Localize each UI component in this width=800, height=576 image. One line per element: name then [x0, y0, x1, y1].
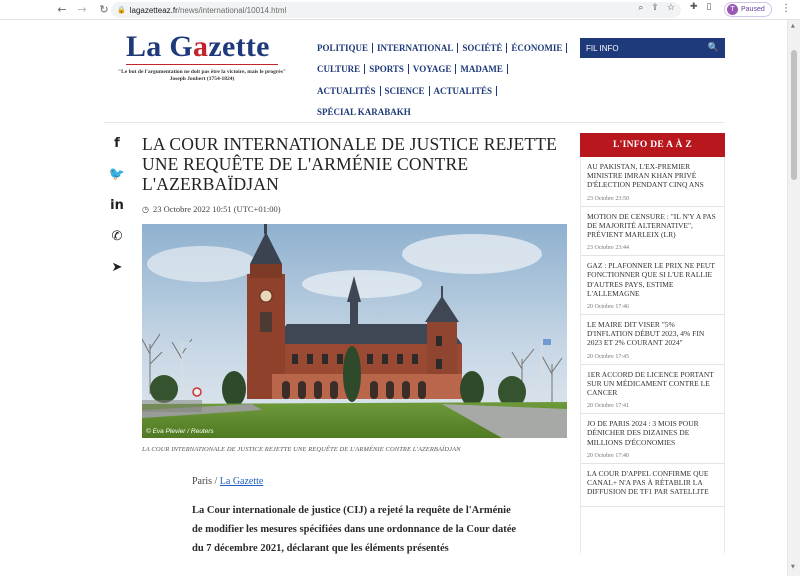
scroll-up-icon[interactable]: ▲ [791, 23, 795, 29]
list-item[interactable] [581, 207, 724, 257]
scrollbar-thumb[interactable] [791, 50, 797, 180]
logo-underline [126, 64, 278, 65]
article-date [142, 204, 281, 214]
news-date: 20 Octobre 17:41 [587, 403, 629, 410]
share-icon[interactable]: ⇪ [651, 3, 659, 13]
browser-toolbar [0, 0, 800, 20]
profile-button[interactable] [724, 2, 772, 17]
source-link[interactable]: La Gazette [219, 476, 264, 487]
news-date: 20 Octobre 17:46 [587, 304, 629, 311]
nav-international[interactable]: INTERNATIONAL [377, 43, 458, 53]
list-item[interactable] [581, 157, 724, 207]
news-title[interactable]: JO DE PARIS 2024 : 3 MOIS POUR DÉNICHER DES DIZAINES DE MILLIONS D'ÉCONOMIES [587, 419, 699, 447]
photo-caption: LA COUR INTERNATIONALE DE JUSTICE REJETTE UNE REQUÊTE DE L'ARMÉNIE CONTRE L'AZERBAÏDJAN [142, 446, 461, 453]
news-date [587, 502, 719, 506]
news-date: 23 Octobre 23:50 [587, 195, 629, 202]
scroll-down-icon[interactable]: ▼ [791, 564, 795, 570]
sidebar-icon[interactable]: ▯ [706, 2, 712, 12]
twitter-icon[interactable]: 🐦 [108, 167, 126, 182]
article-date-text: 23 Octobre 2022 10:51 (UTC+01:00) [152, 204, 281, 214]
news-feed-list[interactable] [580, 157, 725, 553]
list-item[interactable] [581, 365, 724, 415]
logo-suffix: zette [208, 30, 270, 63]
nav-culture[interactable]: CULTURE [317, 64, 365, 74]
logo-z: a [193, 30, 209, 63]
whatsapp-icon[interactable]: ✆ [111, 229, 123, 244]
nav-economie[interactable]: ÉCONOMIE [511, 43, 567, 53]
dateline-city: Paris / [192, 476, 220, 487]
list-item[interactable] [581, 256, 724, 315]
news-title[interactable]: GAZ : PLAFONNER LE PRIX NE PEUT FONCTIONNER QUE SI L'UE RALLIE D'AUTRES PAYS, ESTIME L'ALLEMAGNE [587, 261, 715, 298]
nav-actualites[interactable]: ACTUALITÉS [317, 86, 381, 96]
nav-row-1 [317, 37, 572, 59]
nav-row-4 [317, 102, 572, 124]
nav-politique[interactable]: POLITIQUE [317, 43, 373, 53]
tagline-author: Joseph Joubert (1754-1824) [169, 76, 235, 82]
linkedin-icon[interactable]: in [110, 198, 124, 213]
address-bar[interactable] [111, 2, 681, 18]
article-photo [142, 224, 567, 438]
nav-science[interactable]: SCIENCE [385, 86, 430, 96]
extensions-icon[interactable]: ✚ [690, 2, 698, 12]
logo-prefix: La G [126, 30, 194, 63]
article-body: La Cour internationale de justice (CIJ) a rejeté la requête de l'Arménie de modifier les mesures spécifiées dans une ordonnance de la Cour datée du 7 décembre 2021, déclarant que les éléments présentés [192, 505, 517, 554]
telegram-icon[interactable]: ➤ [111, 260, 123, 275]
nav-madame[interactable]: MADAME [460, 64, 508, 74]
lock-icon[interactable]: 🔒 [117, 6, 126, 14]
peace-palace-image [142, 224, 567, 438]
nav-sports[interactable]: SPORTS [369, 64, 409, 74]
photo-credit: © Eva Plevier / Reuters [146, 428, 214, 435]
facebook-icon[interactable]: f [114, 136, 120, 151]
news-title[interactable]: LA COUR D'APPEL CONFIRME QUE CANAL+ N'A PAS À RÉTABLIR LA DIFFUSION DE TF1 PAR SATELLITE [587, 468, 709, 497]
tagline-quote: "Le but de l'argumentation ne doit pas être la victoire, mais le progrès" [118, 69, 286, 75]
nav-actualites-2[interactable]: ACTUALITÉS [434, 86, 498, 96]
header-divider [104, 122, 724, 123]
url-domain: lagazetteaz.fr [129, 5, 178, 15]
nav-special-karabakh[interactable]: SPÉCIAL KARABAKH [317, 107, 411, 118]
news-date: 20 Octobre 17:40 [587, 452, 629, 459]
back-icon[interactable]: ← [57, 3, 67, 16]
main-navigation [317, 37, 572, 123]
list-item[interactable] [581, 315, 724, 365]
news-title[interactable]: LE MAIRE DIT VISER "5% D'INFLATION DÉBUT 2023, 4% FIN 2023 ET 2% COURANT 2024" [587, 320, 705, 348]
star-icon[interactable]: ☆ [666, 3, 675, 13]
news-title[interactable]: AU PAKISTAN, L'EX-PREMIER MINISTRE IMRAN KHAN PRIVÉ D'ÉLECTION PENDANT CINQ ANS [587, 162, 704, 190]
news-title[interactable]: MOTION DE CENSURE : "IL N'Y A PAS DE MAJORITÉ ALTERNATIVE", PRÉVIENT MARLEIX (LR) [587, 211, 716, 240]
news-date: 23 Octobre 23:44 [587, 245, 629, 252]
search-icon[interactable]: ⌕ [638, 3, 644, 13]
sidebar-heading: L'INFO DE A À Z [580, 133, 725, 157]
nav-voyage[interactable]: VOYAGE [413, 64, 457, 74]
fil-info-label: FIL INFO [586, 43, 619, 53]
article-dateline [192, 476, 263, 487]
clock-icon: ◷ [142, 204, 149, 214]
nav-row-2 [317, 59, 572, 81]
nav-societe[interactable]: SOCIÉTÉ [462, 43, 507, 53]
menu-icon[interactable]: ⋮ [781, 3, 791, 14]
url-path: /news/international/10014.html [177, 5, 287, 15]
profile-label: Paused [741, 6, 765, 13]
list-item[interactable] [581, 464, 724, 508]
tagline [112, 69, 292, 83]
news-date: 20 Octobre 17:45 [587, 353, 629, 360]
fil-info-search[interactable] [580, 38, 725, 58]
avatar: T [727, 4, 738, 15]
article-title: LA COUR INTERNATIONALE DE JUSTICE REJETTE UNE REQUÊTE DE L'ARMÉNIE CONTRE L'AZERBAÏDJAN [142, 134, 558, 194]
nav-row-3 [317, 80, 572, 102]
forward-icon[interactable]: → [77, 3, 87, 16]
social-share-bar [108, 136, 126, 291]
list-item[interactable] [581, 414, 724, 464]
reload-icon[interactable]: ↻ [99, 3, 109, 16]
search-icon[interactable]: 🔍 [707, 43, 719, 53]
news-title[interactable]: 1ER ACCORD DE LICENCE PORTANT SUR UN MÉDICAMENT CONTRE LE CANCER [587, 369, 714, 398]
page-scrollbar[interactable] [787, 20, 800, 576]
site-logo[interactable] [126, 30, 270, 64]
